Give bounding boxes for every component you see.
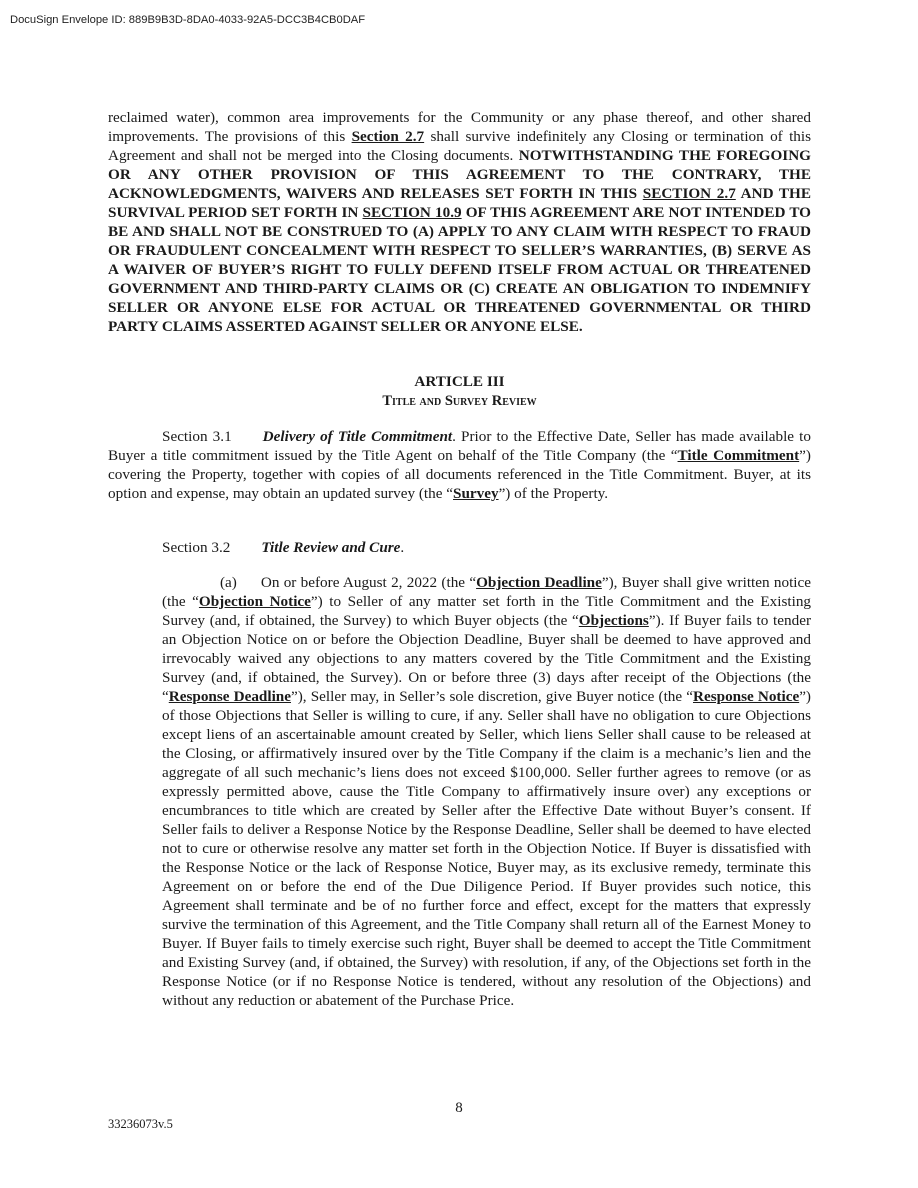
text: ”), Seller may, in Seller’s sole discretion, give Buyer notice (the “ — [291, 688, 693, 705]
section-2-7-continuation — [108, 108, 811, 336]
docusign-envelope-id: DocuSign Envelope ID: 889B9B3D-8DA0-4033-92A5-DCC3B4CB0DAF — [10, 14, 366, 26]
defined-term: Objection Notice — [198, 593, 311, 610]
section-label: Section 3.2 — [162, 539, 231, 556]
text: . — [400, 539, 405, 556]
text: On or before August 2, 2022 (the “ — [260, 574, 477, 591]
defined-term: Objections — [578, 612, 649, 629]
defined-term: Survey — [453, 485, 499, 502]
text: . Prior to the Effective Date, Seller has made available to Buyer a title commitment issued by the Title Agent on behalf of the Title Company (the “ — [108, 428, 811, 464]
text: reclaimed water), common area improvements for the Community or any phase thereof, and other shared improvements. The provisions of this — [108, 109, 811, 145]
section-3-1 — [108, 427, 811, 503]
text: ”) of the Property. — [498, 485, 609, 502]
defined-term: Title Commitment — [677, 447, 800, 464]
bold-text: AND THE SURVIVAL PERIOD SET FORTH IN — [108, 185, 811, 221]
article-title: Title and Survey Review — [382, 393, 537, 409]
section-title: Delivery of Title Commitment — [262, 428, 453, 445]
section-label: Section 3.1 — [162, 428, 232, 445]
subsection-label: (a) — [220, 574, 237, 591]
text: shall survive indefinitely any Closing or termination of this Agreement and shall not be merged into the Closing documents. — [108, 128, 812, 164]
text: ”) covering the Property, together with copies of all documents referenced in the Title Commitment. Buyer, at its option and expense, may obtain an updated survey (the “ — [108, 447, 811, 502]
text: ”) of those Objections that Seller is willing to cure, if any. Seller shall have no obligation to cure Objections except liens of an ascertainable amount created by Seller, which liens Seller shall cause to be released at the Closing, or affirmatively insured over by the Title Company if the claim is a mechanic’s lien and the aggregate of all such mechanic’s liens does not exceed $100,000. Seller further agrees to remove (or as expressly permitted above, cause the Title Company to affirmatively insure over) any exceptions or encumbrances to title which are created by Seller after the Effective Date without Buyer’s consent. If Seller fails to deliver a Response Notice by the Response Deadline, Seller shall be deemed to have elected not to cure or otherwise resolve any matter set forth in the Objection Notice. If Buyer is dissatisfied with the Response Notice or the lack of Response Notice, Buyer may, as its exclusive remedy, terminate this Agreement on or before the end of the Due Diligence Period. If Buyer provides such notice, this Agreement shall terminate and be of no further force and effect, except for the matters that expressly survive the termination of this Agreement, and the Title Company shall return all of the Earnest Money to Buyer. If Buyer fails to timely exercise such right, Buyer shall be deemed to accept the Title Commitment and Existing Survey (and, if obtained, the Survey) with resolution, if any, of the Objections set forth in the Response Notice (or if no Response Notice is tendered, without any resolution of the Objections) and without any reduction or abatement of the Purchase Price. — [162, 688, 811, 1009]
section-3-2 — [108, 538, 811, 557]
document-id: 33236073v.5 — [108, 1117, 173, 1131]
text: ”). If Buyer fails to tender an Objection Notice on or before the Objection Deadline, Buyer shall be deemed to have approved and irrevocably waived any objections to any matters covered by the Title Commitment and the Existing Survey (and, if obtained, the Survey). On or before three (3) days after receipt of the Objections (the “ — [162, 612, 811, 705]
section-3-2-a — [162, 573, 811, 1010]
bold-text: NOTWITHSTANDING THE FOREGOING OR ANY OTHER PROVISION OF THIS AGREEMENT TO THE CONTRARY, THE ACKNOWLEDGMENTS, WAIVERS AND RELEASES SET FORTH IN THIS — [108, 147, 811, 202]
defined-term: Response Deadline — [168, 688, 291, 705]
text: ”), Buyer shall give written notice (the “ — [162, 574, 811, 610]
page-number: 8 — [455, 1100, 463, 1116]
article-heading: ARTICLE III — [414, 373, 505, 390]
bold-text: OF THIS AGREEMENT ARE NOT INTENDED TO BE AND SHALL NOT BE CONSTRUED TO (A) APPLY TO ANY CLAIM WITH RESPECT TO FRAUD OR FRAUDULENT CONCEALMENT WITH RESPECT TO SELLER’S WARRANTIES, (B) SERVE AS A WAIVER OF BUYER’S RIGHT TO FULLY DEFEND ITSELF FROM ACTUAL OR THREATENED GOVERNMENT AND THIRD-PARTY CLAIMS OR (C) CREATE AN OBLIGATION TO INDEMNIFY SELLER OR ANYONE ELSE FOR ACTUAL OR THREATENED GOVERNMENTAL OR THIRD PARTY CLAIMS ASSERTED AGAINST SELLER OR ANYONE ELSE. — [108, 204, 811, 335]
section-reference: SECTION 10.9 — [362, 204, 462, 221]
defined-term: Response Notice — [693, 688, 800, 705]
section-title: Title Review and Cure — [261, 539, 401, 556]
defined-term: Objection Deadline — [476, 574, 602, 591]
section-reference: Section 2.7 — [351, 128, 425, 145]
section-reference: SECTION 2.7 — [642, 185, 736, 202]
text: ”) to Seller of any matter set forth in the Title Commitment and the Existing Survey (and, if obtained, the Survey) to which Buyer objects (the “ — [162, 593, 812, 629]
